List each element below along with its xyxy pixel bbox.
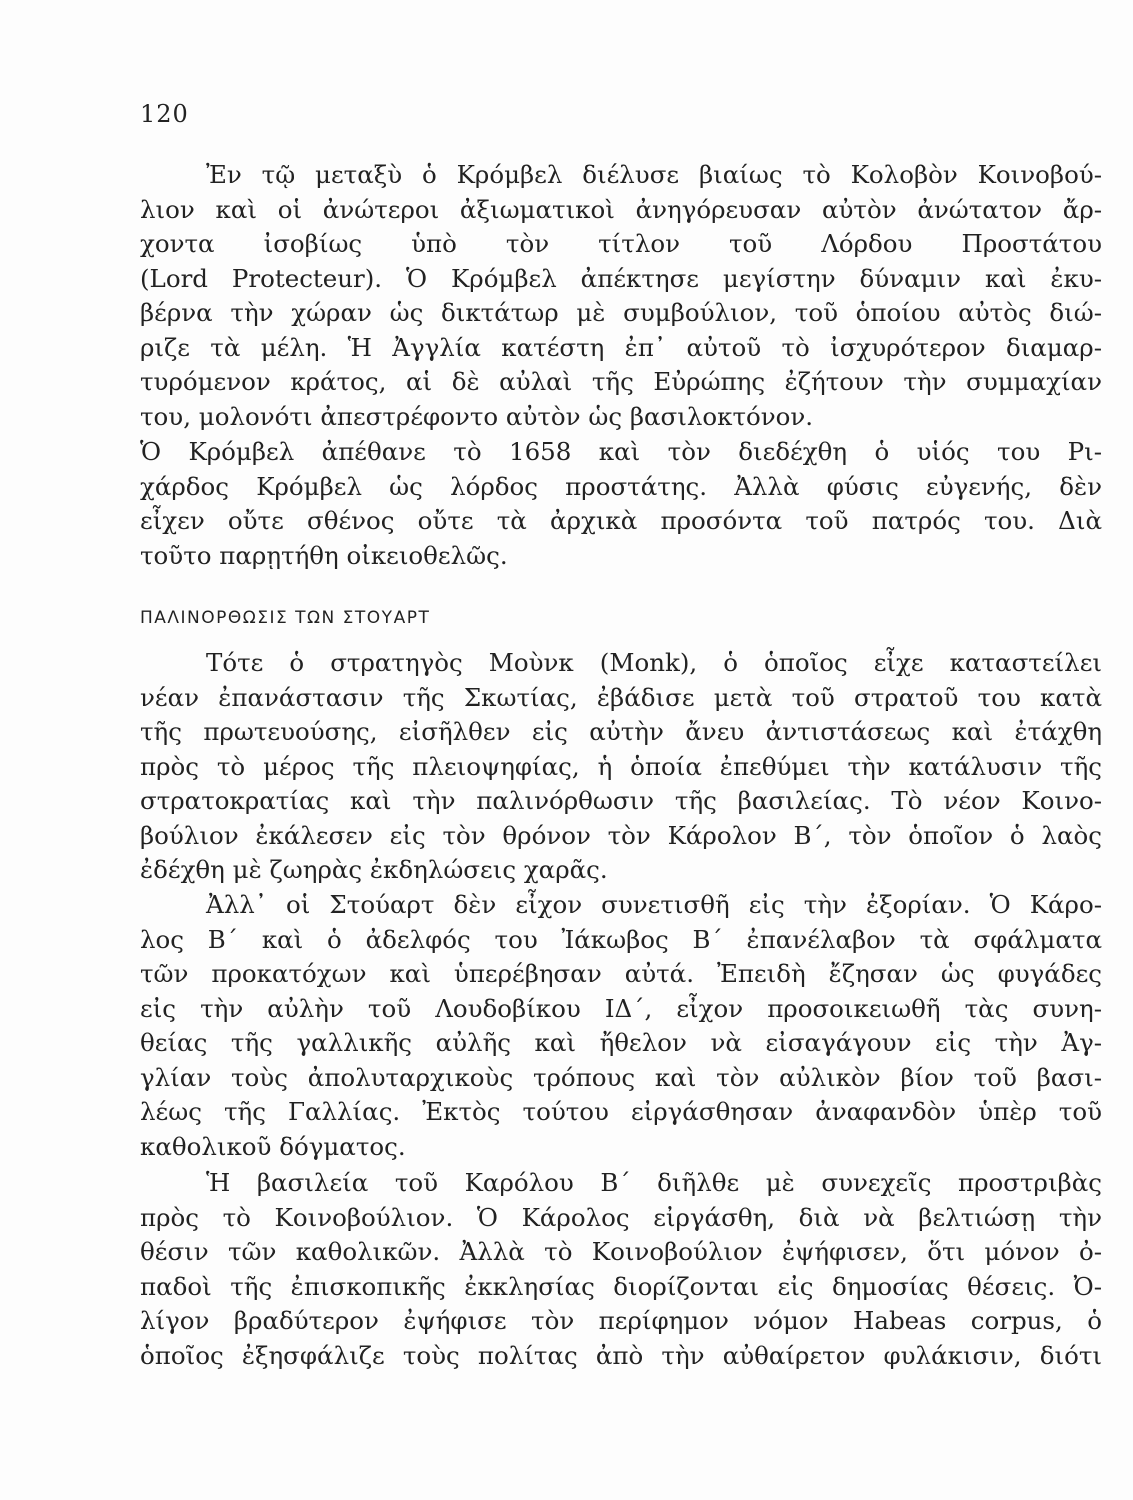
text-line: νέαν ἐπανάστασιν τῆς Σκωτίας, ἐβάδισε μετὰ τοῦ στρατοῦ του κατὰ — [140, 682, 1102, 712]
paragraph-cromwell-protector — [140, 158, 1102, 434]
text-line: ριζε τὰ μέλη. Ἡ Ἀγγλία κατέστη ἐπ᾽ αὐτοῦ τὸ ἰσχυρότερον διαμαρ- — [140, 332, 1102, 362]
text-line: παδοὶ τῆς ἐπισκοπικῆς ἐκκλησίας διορίζονται εἰς δημοσίας θέσεις. Ὀ- — [140, 1271, 1102, 1301]
text-line: λέως τῆς Γαλλίας. Ἐκτὸς τούτου εἰργάσθησαν ἀναφανδὸν ὑπὲρ τοῦ — [140, 1097, 1102, 1126]
paragraph-richard-cromwell — [140, 435, 1102, 573]
text-line: τῆς πρωτευούσης, εἰσῆλθεν εἰς αὐτὴν ἄνευ ἀντιστάσεως καὶ ἐτάχθη — [140, 717, 1102, 746]
text-line: (Lord Protecteur). Ὁ Κρόμβελ ἀπέκτησε μεγίστην δύναμιν καὶ ἐκυ- — [140, 263, 1102, 293]
text-line: χοντα ἰσοβίως ὑπὸ τὸν τίτλον τοῦ Λόρδου Προστάτου — [140, 229, 1102, 258]
text-line: στρατοκρατίας καὶ τὴν παλινόρθωσιν τῆς βασιλείας. Τὸ νέον Κοινο- — [140, 786, 1102, 815]
text-line: θέσιν τῶν καθολικῶν. Ἀλλὰ τὸ Κοινοβούλιον ἐψήφισεν, ὅτι μόνον ὀ- — [140, 1237, 1102, 1266]
text-line: θείας τῆς γαλλικῆς αὐλῆς καὶ ἤθελον νὰ εἰσαγάγουν εἰς τὴν Ἀγ- — [140, 1028, 1102, 1057]
paragraph-stuarts-exile — [140, 888, 1102, 1164]
text-line: εἶχεν οὔτε σθένος οὔτε τὰ ἀρχικὰ προσόντα τοῦ πατρός του. Διὰ — [140, 506, 1102, 535]
text-line: Ἀλλ᾽ οἱ Στούαρτ δὲν εἶχον συνετισθῆ εἰς τὴν ἐξορίαν. Ὁ Κάρο- — [206, 890, 1102, 919]
text-line: βούλιον ἐκάλεσεν εἰς τὸν θρόνον τὸν Κάρολον Β΄, τὸν ὁποῖον ὁ λαὸς — [140, 820, 1102, 850]
paragraph-monk-restoration — [140, 646, 1102, 888]
text-line: πρὸς τὸ μέρος τῆς πλειοψηφίας, ἡ ὁποία ἐπεθύμει τὴν κατάλυσιν τῆς — [140, 751, 1102, 781]
text-line: τῶν προκατόχων καὶ ὑπερέβησαν αὐτά. Ἐπειδὴ ἔζησαν ὡς φυγάδες — [140, 959, 1102, 988]
text-line: Τότε ὁ στρατηγὸς Μοὺνκ (Monk), ὁ ὁποῖος εἶχε καταστείλει — [206, 648, 1102, 677]
text-line: Ὁ Κρόμβελ ἀπέθανε τὸ 1658 καὶ τὸν διεδέχθη ὁ υἱός του Ρι- — [140, 437, 1102, 466]
text-line: τυρόμενον κράτος, αἱ δὲ αὐλαὶ τῆς Εὐρώπης ἐζήτουν τὴν συμμαχίαν — [140, 367, 1102, 396]
text-line: χάρδος Κρόμβελ ὡς λόρδος προστάτης. Ἀλλὰ φύσις εὐγενής, δὲν — [140, 471, 1102, 501]
text-line: λιον καὶ οἱ ἀνώτεροι ἀξιωματικοὶ ἀνηγόρευσαν αὐτὸν ἀνώτατον ἄρ- — [140, 194, 1102, 224]
text-line: καθολικοῦ δόγματος. — [140, 1131, 406, 1161]
text-line: πρὸς τὸ Κοινοβούλιον. Ὁ Κάρολος εἰργάσθη, διὰ νὰ βελτιώσῃ τὴν — [140, 1202, 1102, 1232]
paragraph-charles-ii-reign — [140, 1166, 1102, 1373]
text-line: Ἐν τῷ μεταξὺ ὁ Κρόμβελ διέλυσε βιαίως τὸ Κολοβὸν Κοινοβού- — [206, 160, 1102, 189]
text-line: Ἡ βασιλεία τοῦ Καρόλου Β΄ διῆλθε μὲ συνεχεῖς προστριβὰς — [206, 1168, 1102, 1197]
text-line: ὁποῖος ἐξησφάλιζε τοὺς πολίτας ἀπὸ τὴν αὐθαίρετον φυλάκισιν, διότι — [140, 1340, 1102, 1370]
text-line: ἐδέχθη μὲ ζωηρὰς ἐκδηλώσεις χαρᾶς. — [140, 855, 608, 884]
text-line: εἰς τὴν αὐλὴν τοῦ Λουδοβίκου ΙΔ΄, εἶχον προσοικειωθῆ τὰς συνη- — [140, 993, 1102, 1023]
text-line: γλίαν τοὺς ἀπολυταρχικοὺς τρόπους καὶ τὸν αὐλικὸν βίον τοῦ βασι- — [140, 1062, 1102, 1092]
text-line: του, μολονότι ἀπεστρέφοντο αὐτὸν ὡς βασιλοκτόνον. — [140, 401, 814, 431]
section-heading: ΠΑΛΙΝΟΡΘΩΣΙΣ ΤΩΝ ΣΤΟΥΑΡΤ — [140, 608, 431, 628]
text-line: βέρνα τὴν χώραν ὡς δικτάτωρ μὲ συμβούλιον, τοῦ ὁποίου αὐτὸς διώ- — [140, 298, 1102, 327]
page-number: 120 — [140, 100, 189, 128]
text-line: τοῦτο παρῃτήθη οἰκειοθελῶς. — [140, 540, 508, 570]
text-line: λος Β΄ καὶ ὁ ἀδελφός του Ἰάκωβος Β΄ ἐπανέλαβον τὰ σφάλματα — [140, 924, 1102, 954]
text-line: λίγον βραδύτερον ἐψήφισε τὸν περίφημον νόμον Habeas corpus, ὁ — [140, 1306, 1102, 1335]
